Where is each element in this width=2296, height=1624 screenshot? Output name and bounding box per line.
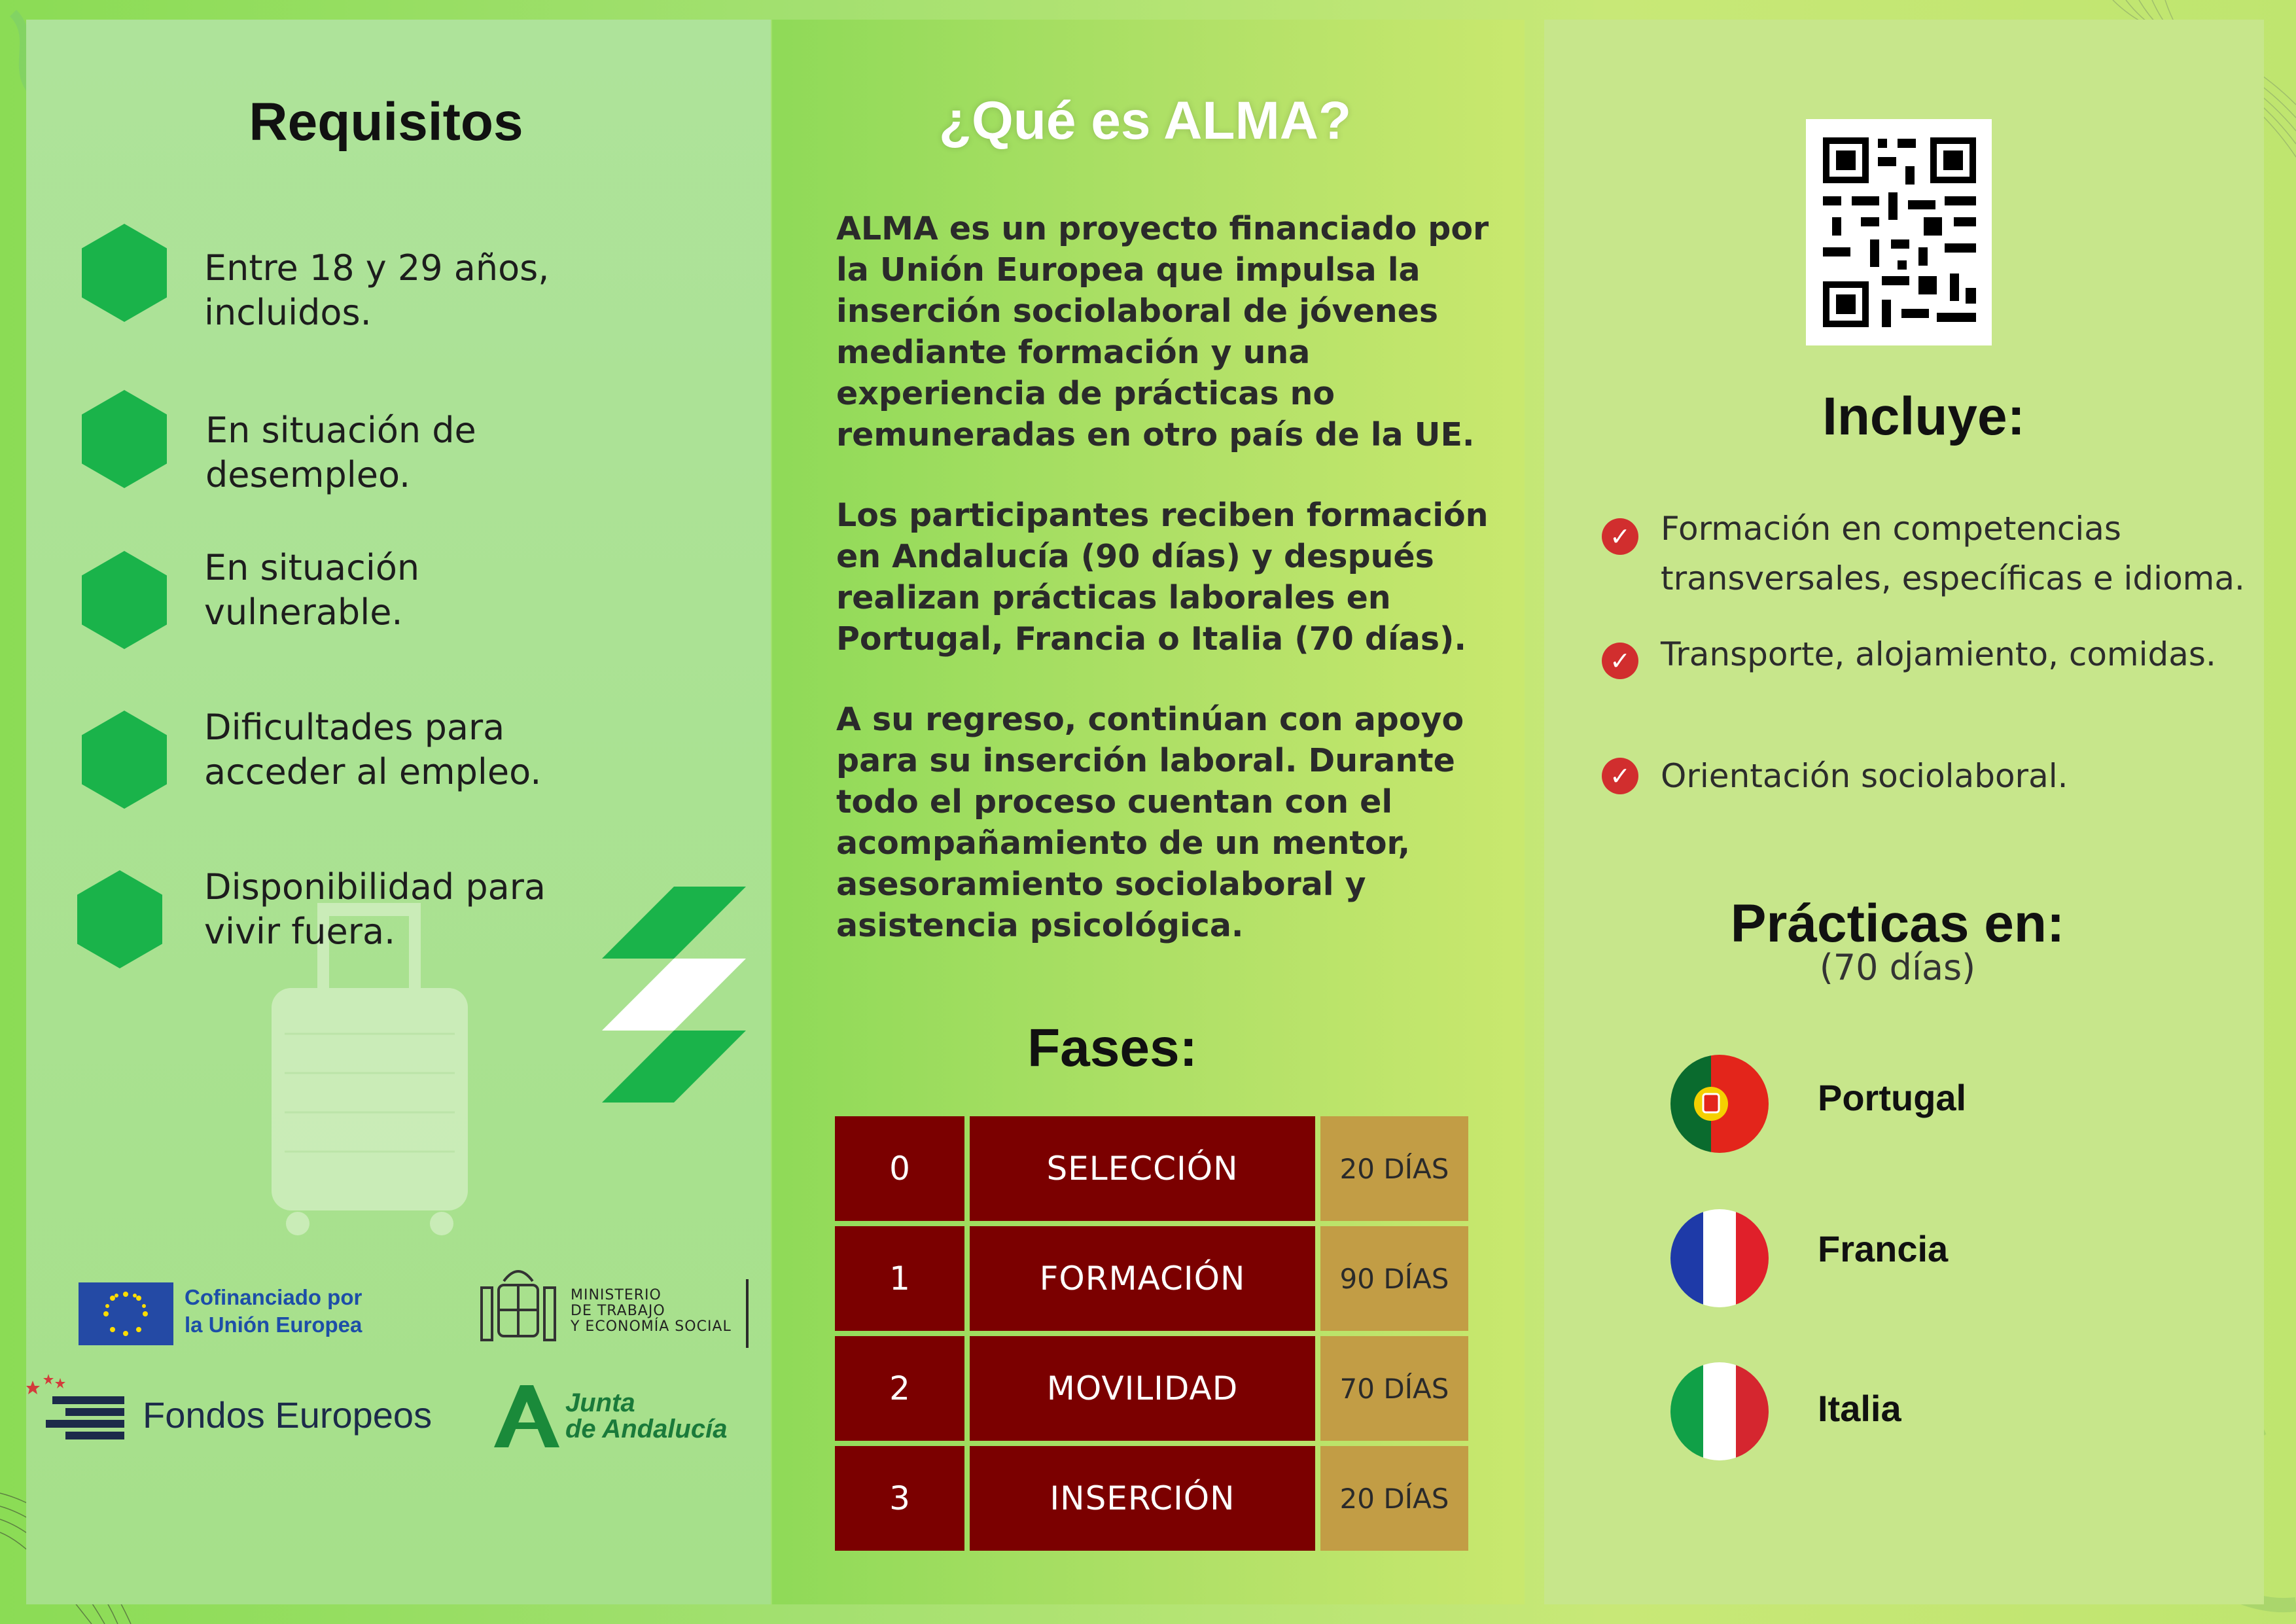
requisitos-title: Requisitos xyxy=(249,92,523,152)
phase-days: 20 DÍAS xyxy=(1320,1116,1468,1221)
junta-andalucia-label: Junta de Andalucía xyxy=(565,1388,728,1443)
junta-andalucia-mark-icon xyxy=(494,1382,559,1447)
practicas-subtitle: (70 días) xyxy=(1819,947,1976,988)
phase-days: 90 DÍAS xyxy=(1320,1226,1468,1331)
phase-days: 70 DÍAS xyxy=(1320,1336,1468,1441)
alma-paragraph: ALMA es un proyecto financiado por la Unión Europea que impulsa la inserción sociolaboral de jóvenes mediante formación y una experiencia de prácticas no remuneradas en otro país de la UE. xyxy=(836,210,1489,453)
phase-name: FORMACIÓN xyxy=(970,1226,1315,1331)
logo-divider xyxy=(746,1279,749,1348)
fases-table xyxy=(830,1111,1474,1556)
italy-flag-icon xyxy=(1670,1362,1769,1460)
alma-paragraph: Los participantes reciben formación en Andalucía (90 días) y después realizan prácticas laborales en Portugal, Francia o Italia (70 días). xyxy=(836,497,1489,658)
incluye-item: Formación en competencias transversales, específicas e idioma. xyxy=(1661,510,2245,597)
fondos-europeos-label: Fondos Europeos xyxy=(143,1394,433,1436)
fondos-europeos-mark-icon xyxy=(26,1374,131,1446)
phase-name: SELECCIÓN xyxy=(970,1116,1315,1221)
phase-days: 20 DÍAS xyxy=(1320,1446,1468,1551)
green-stripes-graphic xyxy=(602,887,746,1103)
portugal-flag-icon xyxy=(1670,1055,1769,1153)
alma-title: ¿Qué es ALMA? xyxy=(938,91,1352,150)
requisito-item: Dificultades para acceder al empleo. xyxy=(204,707,542,792)
check-circle-icon: ✓ xyxy=(1602,518,1638,555)
eu-flag-icon xyxy=(79,1282,173,1345)
france-flag-icon xyxy=(1670,1209,1769,1307)
table-row xyxy=(835,1116,1468,1221)
requisito-item: Entre 18 y 29 años, incluidos. xyxy=(204,247,550,333)
table-row xyxy=(835,1336,1468,1441)
requisito-item: Disponibilidad para vivir fuera. xyxy=(204,866,546,952)
phase-number: 3 xyxy=(835,1446,964,1551)
incluye-item: Transporte, alojamiento, comidas. xyxy=(1661,635,2216,673)
ministerio-label: MINISTERIO DE TRABAJO Y ECONOMÍA SOCIAL xyxy=(571,1287,732,1335)
alma-paragraph: A su regreso, continúan con apoyo para su inserción laboral. Durante todo el proceso cuentan con el acompañamiento de un mentor, asesoramiento sociolaboral y asistencia psicológica. xyxy=(836,701,1464,944)
incluye-item: Orientación sociolaboral. xyxy=(1661,757,2068,795)
suitcase-illustration xyxy=(258,903,474,1243)
requisito-item: En situación de desempleo. xyxy=(205,410,476,495)
phase-number: 1 xyxy=(835,1226,964,1331)
table-row xyxy=(835,1446,1468,1551)
incluye-title: Incluye: xyxy=(1822,387,2025,446)
qr-code[interactable] xyxy=(1806,119,1992,345)
country-italia: Italia xyxy=(1818,1388,1901,1429)
phase-name: MOVILIDAD xyxy=(970,1336,1315,1441)
check-circle-icon: ✓ xyxy=(1602,758,1638,794)
requisito-item: En situación vulnerable. xyxy=(204,547,420,633)
phase-number: 0 xyxy=(835,1116,964,1221)
phase-name: INSERCIÓN xyxy=(970,1446,1315,1551)
table-row xyxy=(835,1226,1468,1331)
country-francia: Francia xyxy=(1818,1228,1949,1269)
check-circle-icon: ✓ xyxy=(1602,643,1638,679)
country-portugal: Portugal xyxy=(1818,1077,1967,1118)
spain-coat-of-arms-icon xyxy=(478,1262,559,1348)
eu-cofinanciado-label: Cofinanciado por la Unión Europea xyxy=(185,1285,362,1337)
phase-number: 2 xyxy=(835,1336,964,1441)
practicas-title: Prácticas en: xyxy=(1730,894,2065,953)
fases-title: Fases: xyxy=(1027,1018,1197,1078)
